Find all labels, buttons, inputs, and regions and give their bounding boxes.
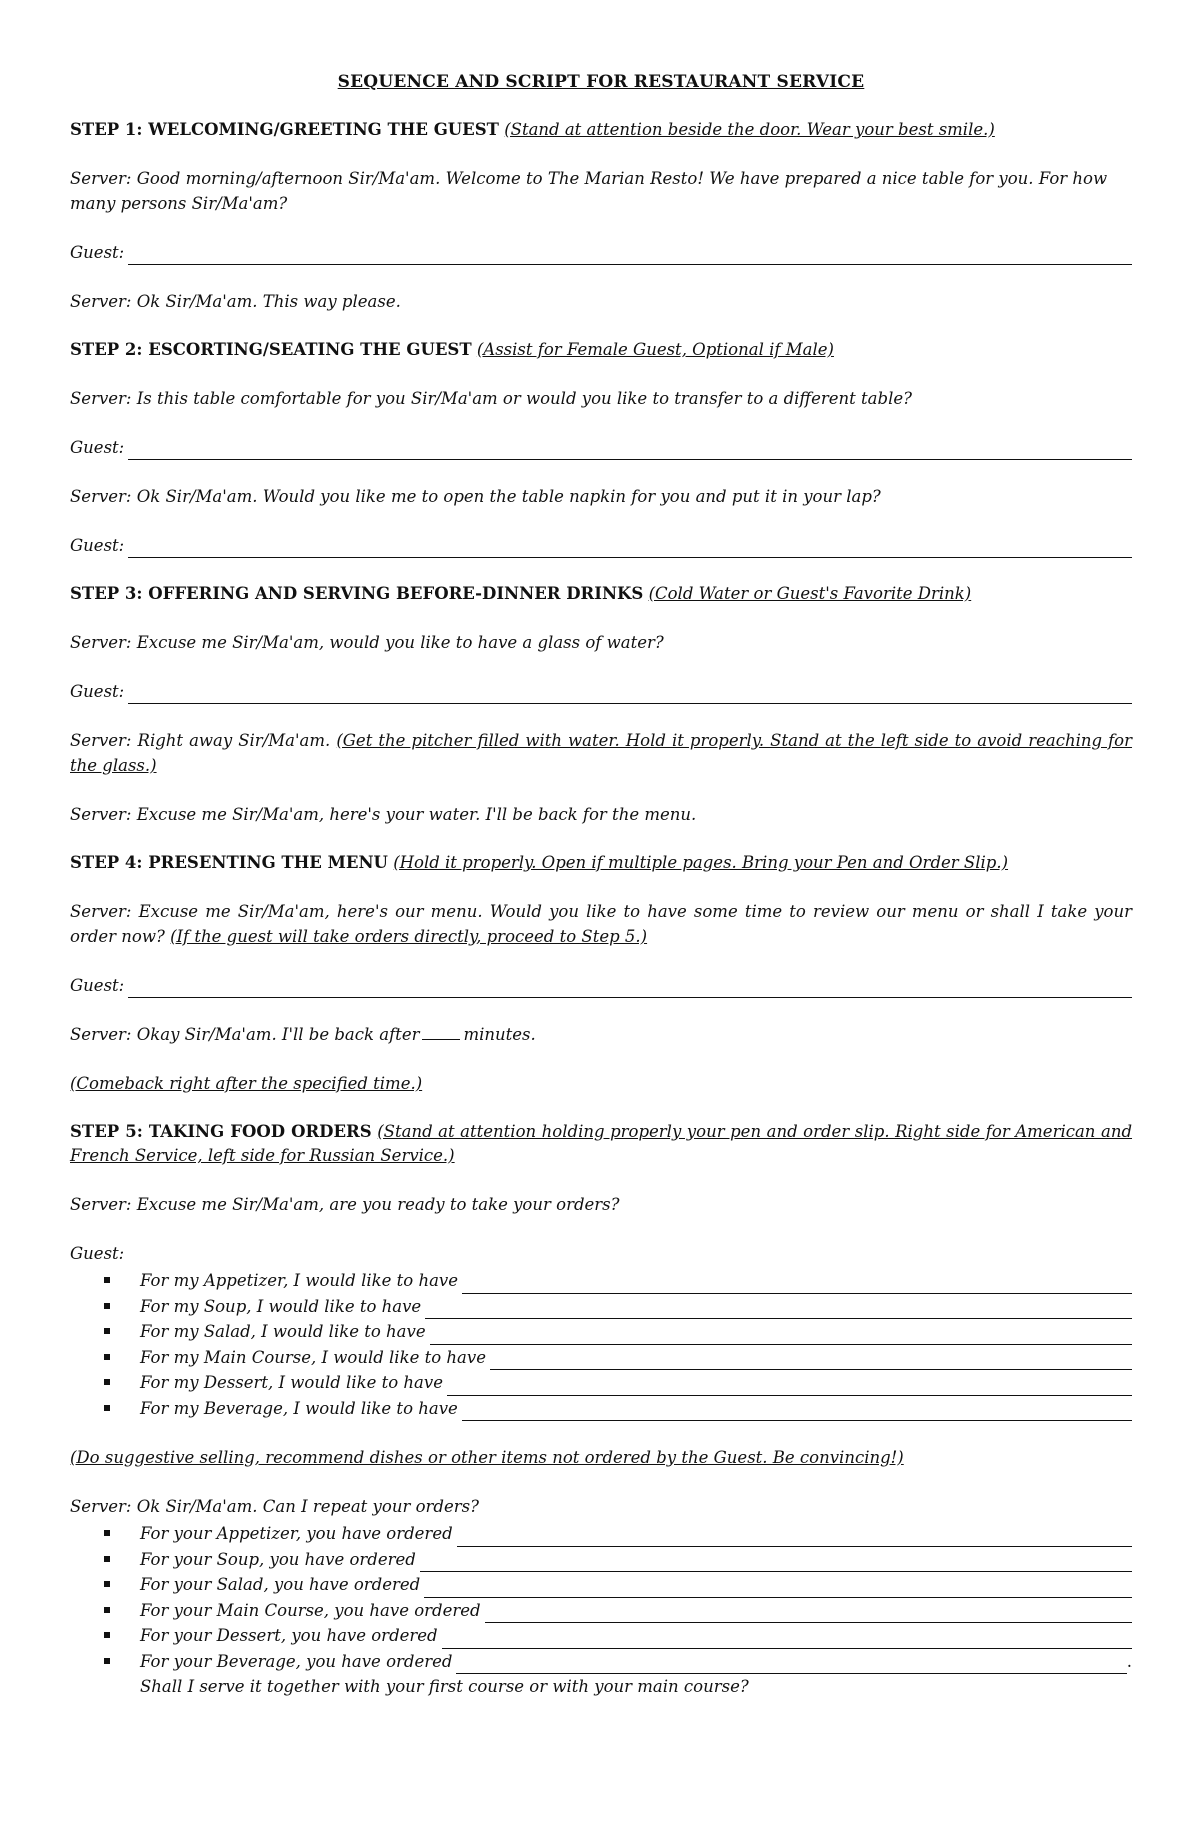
step5-guest-label: Guest: [70,1244,125,1263]
bullet-icon [104,1530,110,1536]
step3-server-heres-water: Server: Excuse me Sir/Ma'am, here's your water. I'll be back for the menu. [70,805,697,824]
bullet-icon [104,1556,110,1562]
document-title: SEQUENCE AND SCRIPT FOR RESTAURANT SERVICE [337,72,865,92]
step1-guest-line [70,240,1132,265]
step3-server-right-away-text: Server: Right away Sir/Ma'am. [70,731,331,750]
bullet-icon [104,1303,110,1309]
order-blank[interactable] [424,1579,1132,1598]
guest-answer-blank[interactable] [128,246,1132,265]
bullet-icon [104,1354,110,1360]
order-blank[interactable] [442,1630,1132,1649]
step4-server-minutes-b: minutes. [463,1025,536,1044]
list-item: For my Dessert, I would like to have [104,1370,1132,1396]
step5-server-repeat: Server: Ok Sir/Ma'am. Can I repeat your orders? [70,1497,479,1516]
step3-note: (Cold Water or Guest's Favorite Drink) [648,584,972,603]
step5-suggestive-note: (Do suggestive selling, recommend dishes or other items not ordered by the Guest. Be convincing!) [70,1448,904,1467]
bullet-icon [104,1658,110,1664]
step4-title: STEP 4: PRESENTING THE MENU [70,853,388,872]
guest-answer-blank[interactable] [128,979,1132,998]
step5-server-ready: Server: Excuse me Sir/Ma'am, are you ready to take your orders? [70,1195,620,1214]
step5-heading [70,1120,1132,1168]
bullet-icon [104,1379,110,1385]
step4-server-minutes-a: Server: Okay Sir/Ma'am. I'll be back after [70,1025,420,1044]
step5-title: STEP 5: TAKING FOOD ORDERS [70,1122,372,1141]
guest-label: Guest: [70,682,125,701]
step2-server-napkin: Server: Ok Sir/Ma'am. Would you like me to open the table napkin for you and put it in your lap? [70,487,881,506]
guest-answer-blank[interactable] [128,685,1132,704]
step1-title: STEP 1: WELCOMING/GREETING THE GUEST [70,120,499,139]
minutes-blank[interactable] [422,1025,460,1040]
bullet-icon [104,1277,110,1283]
step4-heading [70,851,1132,875]
list-item: For my Appetizer, I would like to have [104,1268,1132,1294]
order-blank[interactable] [462,1275,1132,1294]
list-item: For my Main Course, I would like to have [104,1345,1132,1371]
guest-label: Guest: [70,438,125,457]
guest-answer-blank[interactable] [128,441,1132,460]
bullet-icon [104,1632,110,1638]
step2-heading [70,338,1132,362]
order-blank[interactable] [430,1326,1132,1345]
order-blank[interactable] [490,1351,1132,1370]
line-end-period: . [1126,1651,1132,1671]
bullet-icon [104,1581,110,1587]
guest-label: Guest: [70,976,125,995]
guest-answer-blank[interactable] [128,539,1132,558]
guest-order-list [70,1268,1132,1421]
step4-comeback-note: (Comeback right after the specified time.) [70,1074,423,1093]
step1-note: (Stand at attention beside the door. Wear your best smile.) [504,120,995,139]
order-blank[interactable] [457,1528,1132,1547]
step1-server-greeting: Server: Good morning/afternoon Sir/Ma'am. Welcome to The Marian Resto! We have prepared a nice table for you. For how many persons Sir/Ma'am? [70,169,1108,213]
bullet-icon [104,1607,110,1613]
step1-heading [70,118,1132,142]
step1-server-this-way: Server: Ok Sir/Ma'am. This way please. [70,292,401,311]
step3-server-water: Server: Excuse me Sir/Ma'am, would you like to have a glass of water? [70,633,664,652]
list-item: For your Soup, you have ordered [104,1547,1132,1573]
list-item: For your Beverage, you have ordered . [104,1649,1132,1675]
step4-server-minutes [70,1022,1132,1047]
step3-title: STEP 3: OFFERING AND SERVING BEFORE-DINNER DRINKS [70,584,644,603]
guest-label: Guest: [70,536,125,555]
step2-guest-line-1 [70,435,1132,460]
order-blank[interactable] [485,1604,1132,1623]
step3-guest-line [70,679,1132,704]
order-blank[interactable] [456,1655,1126,1674]
step4-server-menu [70,899,1132,949]
bullet-icon [104,1328,110,1334]
step4-guest-line [70,973,1132,998]
step5-closing-question: Shall I serve it together with your first course or with your main course? [140,1677,749,1696]
step3-server-right-away-note: (Get the pitcher filled with water. Hold it properly. Stand at the left side to avoid reaching for the glass.) [70,731,1133,775]
step4-note: (Hold it properly. Open if multiple pages. Bring your Pen and Order Slip.) [393,853,1009,872]
list-item: For your Main Course, you have ordered [104,1598,1132,1624]
list-item: For your Dessert, you have ordered [104,1623,1132,1649]
step3-server-right-away [70,728,1132,778]
step5-note: (Stand at attention holding properly your pen and order slip. Right side for American and French Service, left side for Russian Service.) [70,1122,1133,1165]
list-item: For my Salad, I would like to have [104,1319,1132,1345]
step4-server-menu-text: Server: Excuse me Sir/Ma'am, here's our menu. Would you like to have some time to review our menu or shall I take your order now? [70,902,1132,946]
list-item: For your Appetizer, you have ordered [104,1521,1132,1547]
order-blank[interactable] [447,1377,1132,1396]
bullet-icon [104,1405,110,1411]
list-item: For my Beverage, I would like to have [104,1396,1132,1422]
order-blank[interactable] [420,1553,1132,1572]
list-item: For your Salad, you have ordered [104,1572,1132,1598]
document-page [70,72,1132,1699]
step3-heading [70,582,1132,606]
repeat-order-list [70,1521,1132,1674]
step2-title: STEP 2: ESCORTING/SEATING THE GUEST [70,340,472,359]
order-blank[interactable] [425,1300,1132,1319]
guest-label: Guest: [70,243,125,262]
list-item: For my Soup, I would like to have [104,1294,1132,1320]
step2-note: (Assist for Female Guest, Optional if Male) [476,340,834,359]
order-blank[interactable] [462,1402,1132,1421]
step4-server-menu-note: (If the guest will take orders directly, proceed to Step 5.) [170,927,648,946]
step2-guest-line-2 [70,533,1132,558]
step2-server-table: Server: Is this table comfortable for you Sir/Ma'am or would you like to transfer to a different table? [70,389,912,408]
